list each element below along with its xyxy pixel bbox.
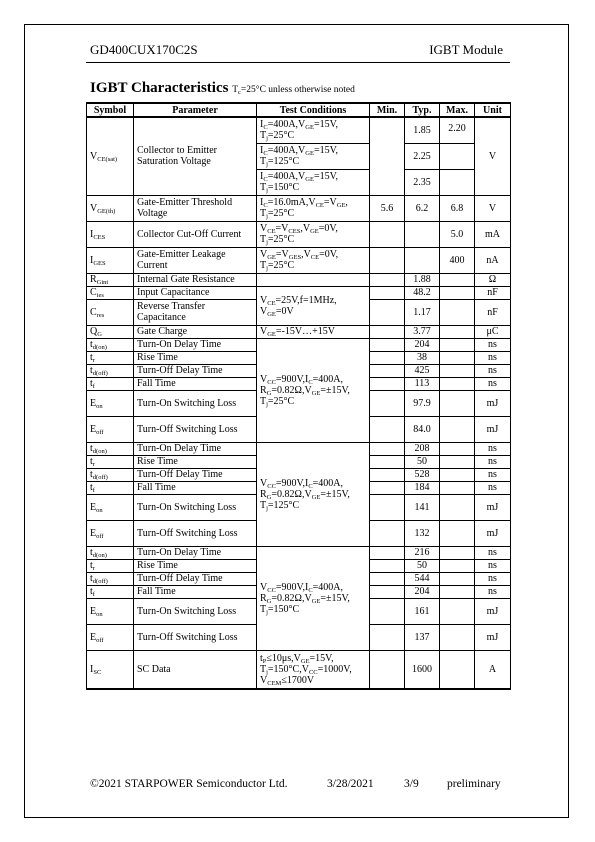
condition-cell: $V_{CC}=900V,I_C=400A$, $R_G=0.82\Omega,V_{GE}=\pm 15V$, $T_j=25^\circ C$ <box>257 338 370 442</box>
typ-cell: 204 <box>405 338 440 351</box>
symbol-cell: $E_{off}$ <box>87 624 134 650</box>
max-cell <box>440 520 475 546</box>
typ-cell <box>405 247 440 273</box>
parameter-cell: Turn-Off Switching Loss <box>134 624 257 650</box>
unit-cell: mJ <box>475 494 511 520</box>
parameter-cell: Gate-Emitter Leakage Current <box>134 247 257 273</box>
parameter-cell: Turn-On Switching Loss <box>134 598 257 624</box>
unit-cell: ns <box>475 338 511 351</box>
typ-cell: 161 <box>405 598 440 624</box>
module-type: IGBT Module <box>429 42 503 57</box>
parameter-cell: Rise Time <box>134 351 257 364</box>
typ-cell: 216 <box>405 546 440 559</box>
symbol-cell: $E_{off}$ <box>87 520 134 546</box>
typ-cell: 113 <box>405 377 440 390</box>
condition-cell: $V_{GE}=V_{GES},V_{CE}=0V$, $T_j=25^\circ C$ <box>257 247 370 273</box>
unit-cell: Ω <box>475 273 511 286</box>
unit-cell: ns <box>475 364 511 377</box>
min-cell: 5.6 <box>370 195 405 221</box>
typ-cell: 38 <box>405 351 440 364</box>
typ-cell: 141 <box>405 494 440 520</box>
max-cell: 6.8 <box>440 195 475 221</box>
max-cell <box>440 481 475 494</box>
unit-cell: mJ <box>475 390 511 416</box>
table-row <box>87 325 511 338</box>
symbol-cell: $V_{CE(sat)}$ <box>87 117 134 195</box>
typ-cell: 3.77 <box>405 325 440 338</box>
max-cell <box>440 325 475 338</box>
max-cell: 400 <box>440 247 475 273</box>
col-unit: Unit <box>475 103 511 117</box>
parameter-cell: Turn-Off Switching Loss <box>134 520 257 546</box>
min-cell <box>370 624 405 650</box>
typ-cell: 48.2 <box>405 286 440 299</box>
condition-cell: $V_{CC}=900V,I_C=400A$, $R_G=0.82\Omega,V_{GE}=\pm 15V$, $T_j=125^\circ C$ <box>257 442 370 546</box>
unit-cell: ns <box>475 585 511 598</box>
col-max: Max. <box>440 103 475 117</box>
table-row <box>87 338 511 351</box>
typ-cell: 1.88 <box>405 273 440 286</box>
parameter-cell: Turn-On Switching Loss <box>134 390 257 416</box>
typ-cell: 544 <box>405 572 440 585</box>
symbol-cell: $E_{on}$ <box>87 390 134 416</box>
unit-cell: nF <box>475 286 511 299</box>
parameter-cell: Input Capacitance <box>134 286 257 299</box>
condition-cell: $I_C=400A,V_{GE}=15V$, $T_j=25^\circ C$ <box>257 117 370 143</box>
unit-cell: ns <box>475 377 511 390</box>
min-cell <box>370 494 405 520</box>
min-cell <box>370 351 405 364</box>
unit-cell: mJ <box>475 416 511 442</box>
section-title-text: IGBT Characteristics <box>90 80 229 96</box>
table-row <box>87 546 511 559</box>
max-cell <box>440 351 475 364</box>
table-row <box>87 221 511 247</box>
unit-cell: ns <box>475 481 511 494</box>
condition-cell: $V_{GE}=-15V\dots+15V$ <box>257 325 370 338</box>
parameter-cell: Turn-On Delay Time <box>134 442 257 455</box>
min-cell <box>370 559 405 572</box>
unit-cell: ns <box>475 455 511 468</box>
col-typ: Typ. <box>405 103 440 117</box>
footer-status: preliminary <box>447 778 501 790</box>
max-cell <box>440 377 475 390</box>
footer-copyright: ©2021 STARPOWER Semiconductor Ltd. <box>90 778 288 790</box>
footer-date: 3/28/2021 <box>327 778 374 790</box>
condition-cell: $t_P\le 10\mu s,V_{GE}=15V$, $T_j=150^\circ C,V_{CC}=1000V$, $V_{CEM}\le 1700V$ <box>257 650 370 689</box>
parameter-cell: Fall Time <box>134 481 257 494</box>
table-row <box>87 247 511 273</box>
min-cell <box>370 286 405 299</box>
typ-cell: 208 <box>405 442 440 455</box>
typ-cell: 137 <box>405 624 440 650</box>
parameter-cell: Collector Cut-Off Current <box>134 221 257 247</box>
parameter-cell: Gate-Emitter Threshold Voltage <box>134 195 257 221</box>
unit-cell: ns <box>475 546 511 559</box>
min-cell <box>370 377 405 390</box>
typ-cell: 50 <box>405 455 440 468</box>
max-cell <box>440 572 475 585</box>
unit-cell: mJ <box>475 598 511 624</box>
typ-cell: 2.25 <box>405 143 440 169</box>
unit-cell: mJ <box>475 624 511 650</box>
condition-cell <box>257 273 370 286</box>
parameter-cell: Reverse Transfer Capacitance <box>134 299 257 325</box>
parameter-cell: Turn-On Delay Time <box>134 546 257 559</box>
typ-cell: 6.2 <box>405 195 440 221</box>
parameter-cell: Turn-Off Delay Time <box>134 572 257 585</box>
symbol-cell: $t_{d(on)}$ <box>87 338 134 351</box>
max-cell <box>440 390 475 416</box>
parameter-cell: Fall Time <box>134 377 257 390</box>
max-cell <box>440 455 475 468</box>
typ-cell: 204 <box>405 585 440 598</box>
min-cell <box>370 247 405 273</box>
typ-cell: 528 <box>405 468 440 481</box>
igbt-characteristics-table <box>86 102 511 690</box>
unit-cell: nF <box>475 299 511 325</box>
symbol-cell: $t_{d(on)}$ <box>87 442 134 455</box>
max-cell <box>440 598 475 624</box>
max-cell <box>440 286 475 299</box>
table-row <box>87 286 511 299</box>
unit-cell: ns <box>475 442 511 455</box>
col-parameter: Parameter <box>134 103 257 117</box>
max-cell <box>440 416 475 442</box>
typ-cell: 1.17 <box>405 299 440 325</box>
max-cell <box>440 624 475 650</box>
unit-cell: A <box>475 650 511 689</box>
symbol-cell: $C_{res}$ <box>87 299 134 325</box>
condition-cell: $I_C=16.0mA,V_{CE}=V_{GE}$, $T_j=25^\circ C$ <box>257 195 370 221</box>
parameter-cell: Fall Time <box>134 585 257 598</box>
table-row <box>87 117 511 143</box>
symbol-cell: $t_r$ <box>87 351 134 364</box>
min-cell <box>370 650 405 689</box>
max-cell <box>440 585 475 598</box>
footer-page: 3/9 <box>404 778 419 790</box>
parameter-cell: Gate Charge <box>134 325 257 338</box>
parameter-cell: Turn-Off Delay Time <box>134 468 257 481</box>
max-cell <box>440 442 475 455</box>
typ-cell: 1600 <box>405 650 440 689</box>
part-number: GD400CUX170C2S <box>90 42 198 57</box>
parameter-cell: Collector to Emitter Saturation Voltage <box>134 117 257 195</box>
condition-cell: $V_{CE}=25V,f=1MHz$, $V_{GE}=0V$ <box>257 286 370 325</box>
col-symbol: Symbol <box>87 103 134 117</box>
symbol-cell: $t_f$ <box>87 481 134 494</box>
symbol-cell: $t_r$ <box>87 455 134 468</box>
min-cell <box>370 572 405 585</box>
symbol-cell: $I_{CES}$ <box>87 221 134 247</box>
min-cell <box>370 546 405 559</box>
max-cell: 5.0 <box>440 221 475 247</box>
unit-cell: mA <box>475 221 511 247</box>
max-cell <box>440 299 475 325</box>
table-row <box>87 273 511 286</box>
switching-section <box>87 338 511 650</box>
parameter-cell: Turn-On Delay Time <box>134 338 257 351</box>
max-cell: 2.20 <box>440 117 475 143</box>
max-cell <box>440 468 475 481</box>
max-cell <box>440 650 475 689</box>
symbol-cell: $t_f$ <box>87 585 134 598</box>
unit-cell: ns <box>475 559 511 572</box>
symbol-cell: $t_{d(off)}$ <box>87 468 134 481</box>
min-cell <box>370 481 405 494</box>
section-title <box>90 80 355 97</box>
symbol-cell: $E_{off}$ <box>87 416 134 442</box>
symbol-cell: $E_{on}$ <box>87 494 134 520</box>
symbol-cell: $R_{Gint}$ <box>87 273 134 286</box>
min-cell <box>370 325 405 338</box>
symbol-cell: $t_{d(off)}$ <box>87 364 134 377</box>
unit-cell: V <box>475 117 511 195</box>
symbol-cell: $C_{ies}$ <box>87 286 134 299</box>
condition-cell: $V_{CC}=900V,I_C=400A$, $R_G=0.82\Omega,V_{GE}=\pm 15V$, $T_j=150^\circ C$ <box>257 546 370 650</box>
max-cell <box>440 559 475 572</box>
unit-cell: ns <box>475 351 511 364</box>
typ-cell: 425 <box>405 364 440 377</box>
table-row <box>87 650 511 689</box>
symbol-cell: $t_{d(on)}$ <box>87 546 134 559</box>
min-cell <box>370 585 405 598</box>
unit-cell: ns <box>475 572 511 585</box>
typ-cell: 184 <box>405 481 440 494</box>
parameter-cell: Internal Gate Resistance <box>134 273 257 286</box>
max-cell <box>440 273 475 286</box>
min-cell <box>370 468 405 481</box>
min-cell <box>370 338 405 351</box>
min-cell <box>370 273 405 286</box>
symbol-cell: $t_f$ <box>87 377 134 390</box>
condition-cell: $I_C=400A,V_{GE}=15V$, $T_j=125^\circ C$ <box>257 143 370 169</box>
typ-cell <box>405 221 440 247</box>
symbol-cell: $t_{d(off)}$ <box>87 572 134 585</box>
typ-cell: 2.35 <box>405 169 440 195</box>
min-cell <box>370 117 405 195</box>
max-cell <box>440 338 475 351</box>
col-min: Min. <box>370 103 405 117</box>
table-row <box>87 442 511 455</box>
unit-cell: V <box>475 195 511 221</box>
min-cell <box>370 442 405 455</box>
parameter-cell: Rise Time <box>134 455 257 468</box>
parameter-cell: Turn-On Switching Loss <box>134 494 257 520</box>
max-cell <box>440 364 475 377</box>
condition-cell: $I_C=400A,V_{GE}=15V$, $T_j=150^\circ C$ <box>257 169 370 195</box>
unit-cell: mJ <box>475 520 511 546</box>
unit-cell: μC <box>475 325 511 338</box>
table-row <box>87 195 511 221</box>
symbol-cell: $I_{GES}$ <box>87 247 134 273</box>
symbol-cell: $E_{on}$ <box>87 598 134 624</box>
max-cell <box>440 494 475 520</box>
symbol-cell: $I_{SC}$ <box>87 650 134 689</box>
typ-cell: 132 <box>405 520 440 546</box>
unit-cell: ns <box>475 468 511 481</box>
condition-cell: $V_{CE}=V_{CES},V_{GE}=0V$, $T_j=25^\circ C$ <box>257 221 370 247</box>
symbol-cell: $Q_G$ <box>87 325 134 338</box>
parameter-cell: SC Data <box>134 650 257 689</box>
parameter-cell: Turn-Off Delay Time <box>134 364 257 377</box>
min-cell <box>370 364 405 377</box>
min-cell <box>370 299 405 325</box>
header-divider <box>86 62 510 63</box>
max-cell <box>440 143 475 169</box>
min-cell <box>370 416 405 442</box>
min-cell <box>370 455 405 468</box>
max-cell <box>440 169 475 195</box>
symbol-cell: $t_r$ <box>87 559 134 572</box>
symbol-cell: $V_{GE(th)}$ <box>87 195 134 221</box>
parameter-cell: Turn-Off Switching Loss <box>134 416 257 442</box>
min-cell <box>370 221 405 247</box>
parameter-cell: Rise Time <box>134 559 257 572</box>
typ-cell: 50 <box>405 559 440 572</box>
min-cell <box>370 598 405 624</box>
typ-cell: 97.9 <box>405 390 440 416</box>
typ-cell: 1.85 <box>405 117 440 143</box>
max-cell <box>440 546 475 559</box>
typ-cell: 84.0 <box>405 416 440 442</box>
condition-note: $T_c=25^\circ C$ unless otherwise noted <box>232 85 355 96</box>
unit-cell: nA <box>475 247 511 273</box>
min-cell <box>370 520 405 546</box>
table-header-row <box>87 103 511 117</box>
col-test-conditions: Test Conditions <box>257 103 370 117</box>
min-cell <box>370 390 405 416</box>
